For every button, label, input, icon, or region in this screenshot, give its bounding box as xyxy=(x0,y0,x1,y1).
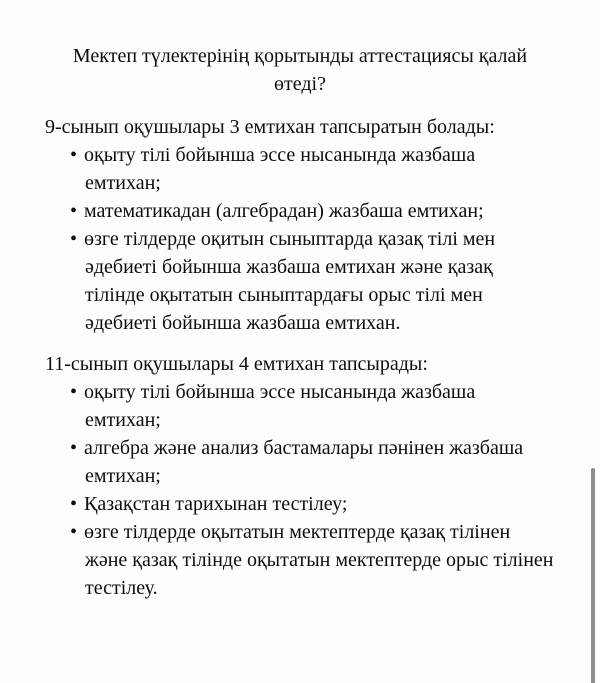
section-heading: 11-сынып оқушылары 4 емтихан тапсырады: xyxy=(45,353,428,375)
bullet-icon: • xyxy=(70,144,78,166)
bullet-icon: • xyxy=(70,381,78,403)
vertical-scrollbar-thumb[interactable] xyxy=(591,468,595,683)
list-item-text: оқыту тілі бойынша эссе нысанында жазбаша емтихан; xyxy=(84,144,476,194)
list-item-text: оқыту тілі бойынша эссе нысанында жазбаша емтихан; xyxy=(84,381,476,431)
section-heading: 9-сынып оқушылары 3 емтихан тапсыратын болады: xyxy=(45,116,495,138)
bullet-list xyxy=(45,378,555,602)
bullet-icon: • xyxy=(70,228,78,250)
list-item xyxy=(45,378,555,434)
bullet-icon: • xyxy=(70,200,78,222)
section-grade-11 xyxy=(45,350,555,602)
list-item xyxy=(45,490,555,518)
list-item-text: Қазақстан тарихынан тестілеу; xyxy=(84,493,348,515)
bullet-icon: • xyxy=(70,493,78,515)
section-grade-9 xyxy=(45,113,555,337)
list-item xyxy=(45,197,555,225)
bullet-list xyxy=(45,141,555,337)
list-item-text: өзге тілдерде оқытатын мектептерде қазақ тілінен және қазақ тілінде оқытатын мектептерде орыс тілінен тестілеу. xyxy=(84,521,554,599)
list-item xyxy=(45,434,555,490)
list-item xyxy=(45,518,555,602)
bullet-icon: • xyxy=(70,521,78,543)
list-item xyxy=(45,225,555,337)
list-item-text: алгебра және анализ бастамалары пәнінен жазбаша емтихан; xyxy=(84,437,524,487)
list-item-text: математикадан (алгебрадан) жазбаша емтихан; xyxy=(84,200,484,222)
list-item-text: өзге тілдерде оқитын сыныптарда қазақ тілі мен әдебиеті бойынша жазбаша емтихан және қазақ тілінде оқытатын сыныптардағы орыс тілі мен әдебиеті бойынша жазбаша емтихан. xyxy=(84,228,496,334)
page-title: Мектеп түлектерінің қорытынды аттестациясы қалай өтеді? xyxy=(72,45,528,95)
list-item xyxy=(45,141,555,197)
bullet-icon: • xyxy=(70,437,78,459)
